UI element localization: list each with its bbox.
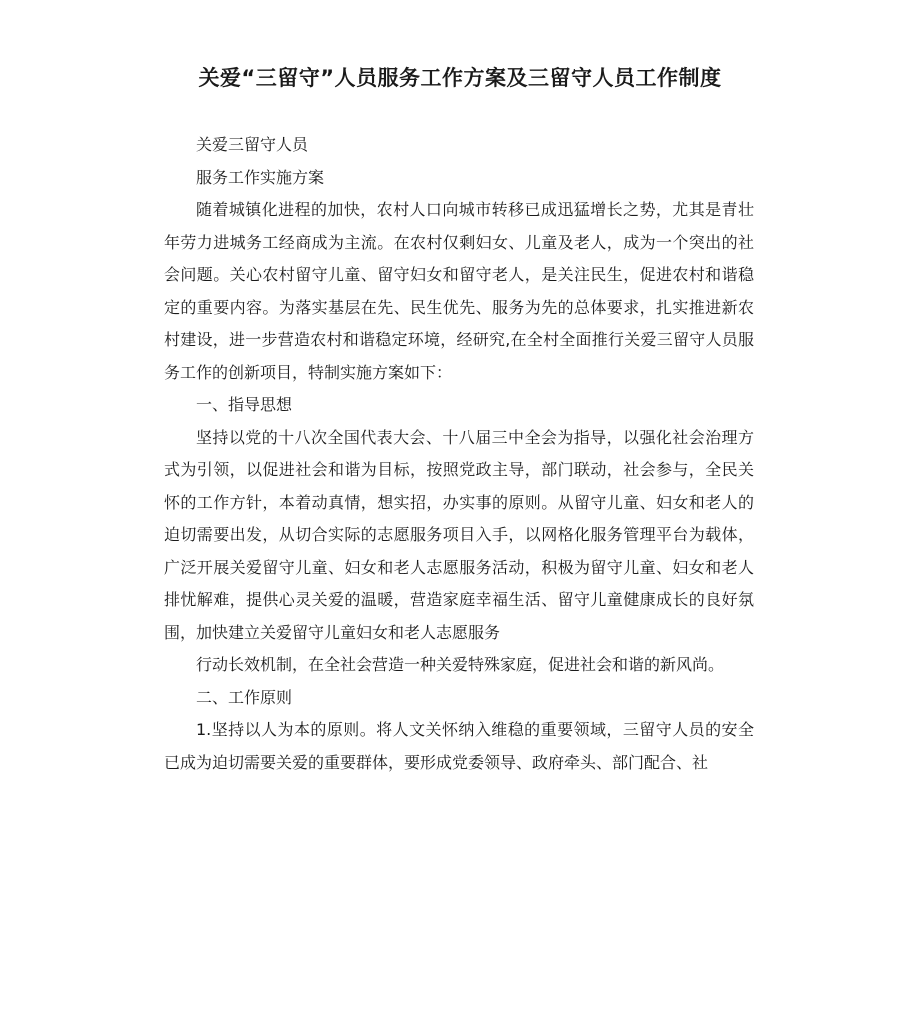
- document-title: 关爱“三留守”人员服务工作方案及三留守人员工作制度: [198, 66, 722, 90]
- paragraph-principle-1: 1.坚持以人为本的原则。将人文关怀纳入维稳的重要领域，三留守人员的安全已成为迫切需要关爱的重要群体，要形成党委领导、政府牵头、部门配合、社: [164, 720, 754, 772]
- paragraph-guiding-ideology-cont: 行动长效机制，在全社会营造一种关爱特殊家庭，促进社会和谐的新风尚。: [196, 655, 725, 674]
- paragraph-subtitle-1: 关爱三留守人员: [196, 135, 309, 154]
- section-heading-work-principles: 二、工作原则: [196, 687, 293, 707]
- paragraph-intro: 随着城镇化进程的加快，农村人口向城市转移已成迅猛增长之势，尤其是青壮年劳力进城务工经商成为主流。在农村仅剩妇女、儿童及老人，成为一个突出的社会问题。关心农村留守儿童、留守妇女和留守老人，是关注民生，促进农村和谐稳定的重要内容。为落实基层在先、民生优先、服务为先的总体要求，扎实推进新农村建设，进一步营造农村和谐稳定环境，经研究,在全村全面推行关爱三留守人员服务工作的创新项目，特制实施方案如下：: [164, 200, 754, 382]
- document-body: [164, 129, 754, 779]
- paragraph-guiding-ideology: 坚持以党的十八次全国代表大会、十八届三中全会为指导，以强化社会治理方式为引领，以促进社会和谐为目标，按照党政主导，部门联动，社会参与，全民关怀的工作方针，本着动真情，想实招，办实事的原则。从留守儿童、妇女和老人的迫切需要出发，从切合实际的志愿服务项目入手，以网格化服务管理平台为载体，广泛开展关爱留守儿童、妇女和老人志愿服务活动，积极为留守儿童、妇女和老人排忧解难，提供心灵关爱的温暖，营造家庭幸福生活、留守儿童健康成长的良好氛围，加快建立关爱留守儿童妇女和老人志愿服务: [164, 427, 754, 642]
- section-heading-guiding-ideology: 一、指导思想: [196, 395, 293, 414]
- paragraph-subtitle-2: 服务工作实施方案: [196, 167, 325, 187]
